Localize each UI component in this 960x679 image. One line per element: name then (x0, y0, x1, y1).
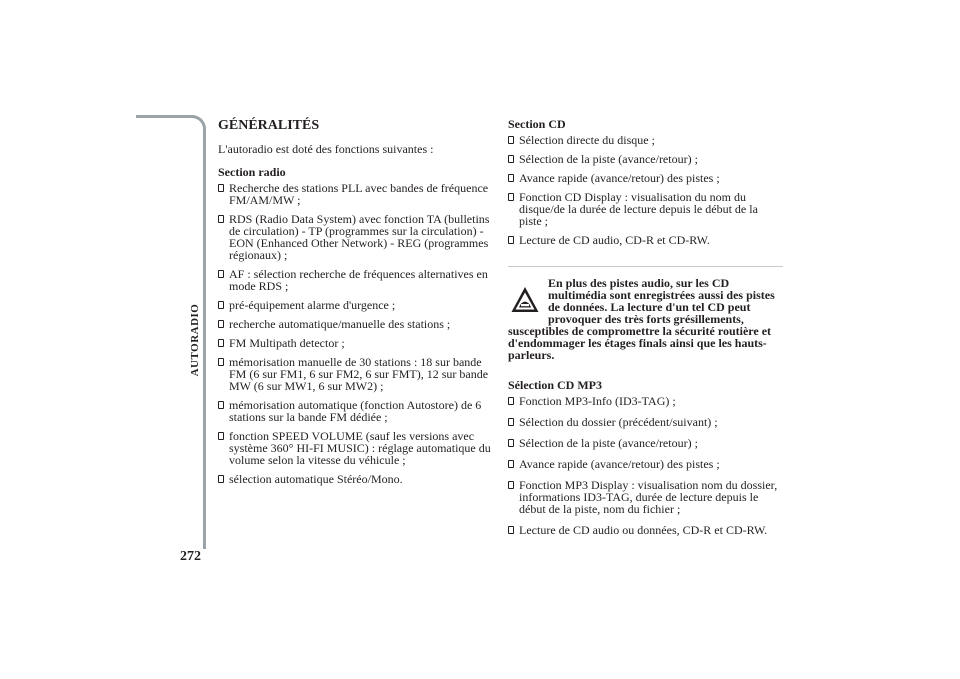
list-item-text: RDS (Radio Data System) avec fonction TA (bulletins de circulation) - TP (programmes sur la circulation) - EON (Enhanced Other Network) - REG (programmes régionaux) ; (229, 212, 490, 262)
checkbox-bullet-icon (218, 432, 224, 440)
checkbox-bullet-icon (508, 174, 514, 182)
list-item-text: FM Multipath detector ; (229, 336, 345, 350)
warning-text: En plus des pistes audio, sur les CD multimédia sont enregistrées aussi des pistes de données. La lecture d'un tel CD peut provoquer des très forts grésillements, susceptibles de compromettre la sécurité routière et d'endommager les étages finals ainsi que les hauts-parleurs. (508, 276, 775, 362)
checkbox-bullet-icon (508, 397, 514, 405)
checkbox-bullet-icon (218, 215, 224, 223)
checkbox-bullet-icon (218, 320, 224, 328)
list-item (218, 182, 493, 206)
checkbox-bullet-icon (218, 401, 224, 409)
list-item (508, 134, 783, 146)
left-column (218, 117, 493, 492)
list-item-text: mémorisation manuelle de 30 stations : 18 sur bande FM (6 sur FM1, 6 sur FM2, 6 sur FMT), 12 sur bande MW (6 sur MW1, 6 sur MW2) ; (229, 355, 489, 393)
checkbox-bullet-icon (508, 526, 514, 534)
list-item-text: Sélection de la piste (avance/retour) ; (519, 436, 698, 450)
checkbox-bullet-icon (508, 418, 514, 426)
page-heading: GÉNÉRALITÉS (218, 118, 320, 133)
checkbox-bullet-icon (508, 155, 514, 163)
checkbox-bullet-icon (218, 270, 224, 278)
list-item-text: Fonction CD Display : visualisation du nom du disque/de la durée de lecture depuis le début de la piste ; (519, 190, 758, 228)
list-item (508, 416, 783, 428)
list-item (508, 153, 783, 165)
page-number: 272 (180, 549, 201, 564)
list-item (508, 395, 783, 407)
list-item (218, 318, 493, 330)
list-item-text: Avance rapide (avance/retour) des pistes ; (519, 457, 720, 471)
list-item-text: Sélection directe du disque ; (519, 133, 655, 147)
list-item-text: Lecture de CD audio, CD-R et CD-RW. (519, 233, 710, 247)
checkbox-bullet-icon (218, 358, 224, 366)
list-item-text: fonction SPEED VOLUME (sauf les versions avec système 360° HI-FI MUSIC) : réglage automatique du volume selon la vitesse du véhicule ; (229, 429, 491, 467)
list-item (218, 430, 493, 466)
cd-feature-list (508, 134, 783, 246)
list-item (218, 399, 493, 423)
radio-section-title: Section radio (218, 165, 286, 179)
list-item (508, 234, 783, 246)
list-item-text: Lecture de CD audio ou données, CD-R et CD-RW. (519, 523, 768, 537)
list-item (508, 191, 783, 227)
list-item-text: sélection automatique Stéréo/Mono. (229, 472, 403, 486)
checkbox-bullet-icon (508, 460, 514, 468)
list-item (218, 299, 493, 311)
list-item (218, 356, 493, 392)
radio-feature-list (218, 182, 493, 485)
list-item-text: AF : sélection recherche de fréquences alternatives en mode RDS ; (229, 267, 488, 293)
checkbox-bullet-icon (218, 301, 224, 309)
road-warning-icon (510, 285, 540, 315)
checkbox-bullet-icon (508, 136, 514, 144)
cd-section-title: Section CD (508, 117, 566, 131)
list-item (508, 524, 783, 536)
list-item-text: Fonction MP3 Display : visualisation nom du dossier, informations ID3-TAG, durée de lecture depuis le début de la piste, nom du fichier ; (519, 478, 778, 516)
list-item (218, 268, 493, 292)
list-item (218, 213, 493, 261)
right-column (508, 118, 783, 545)
list-item-text: Sélection du dossier (précédent/suivant) ; (519, 415, 718, 429)
list-item-text: mémorisation automatique (fonction Autostore) de 6 stations sur la bande FM dédiée ; (229, 398, 482, 424)
list-item (508, 479, 783, 515)
checkbox-bullet-icon (508, 481, 514, 489)
checkbox-bullet-icon (508, 236, 514, 244)
list-item (508, 458, 783, 470)
checkbox-bullet-icon (508, 193, 514, 201)
checkbox-bullet-icon (218, 475, 224, 483)
list-item (508, 172, 783, 184)
list-item-text: recherche automatique/manuelle des stations ; (229, 317, 451, 331)
list-item (508, 437, 783, 449)
list-item-text: Sélection de la piste (avance/retour) ; (519, 152, 698, 166)
checkbox-bullet-icon (218, 339, 224, 347)
list-item-text: Recherche des stations PLL avec bandes de fréquence FM/AM/MW ; (229, 181, 489, 207)
list-item-text: pré-équipement alarme d'urgence ; (229, 298, 396, 312)
list-item-text: Avance rapide (avance/retour) des pistes ; (519, 171, 720, 185)
checkbox-bullet-icon (508, 439, 514, 447)
warning-note (508, 266, 783, 361)
mp3-section-title: Sélection CD MP3 (508, 378, 602, 392)
checkbox-bullet-icon (218, 184, 224, 192)
mp3-feature-list (508, 395, 783, 536)
intro-text: L'autoradio est doté des fonctions suivantes : (218, 142, 434, 156)
list-item (218, 337, 493, 349)
list-item-text: Fonction MP3-Info (ID3-TAG) ; (519, 394, 676, 408)
section-side-label: AUTORADIO (189, 303, 201, 377)
list-item (218, 473, 493, 485)
